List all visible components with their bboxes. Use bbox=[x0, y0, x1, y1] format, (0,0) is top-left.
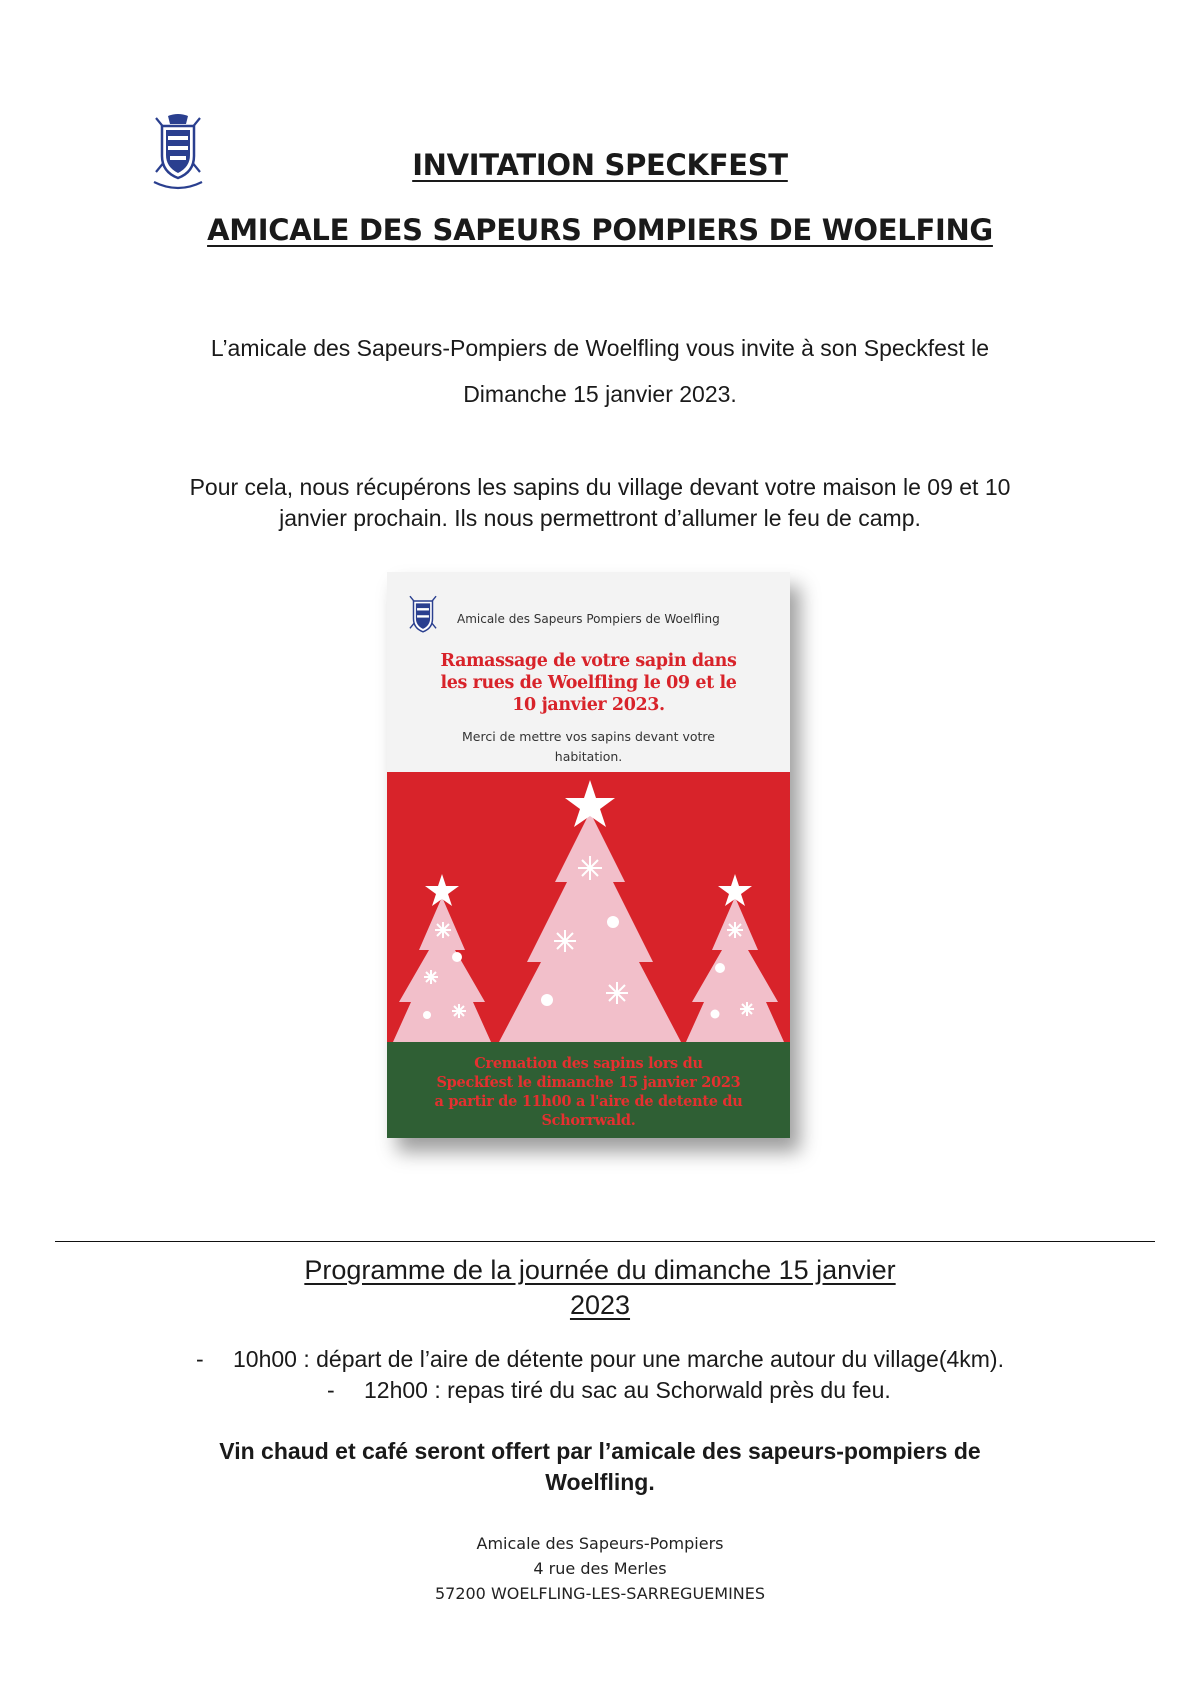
flyer-cremation-line: Schorrwald. bbox=[541, 1112, 636, 1129]
programme-item: 12h00 : repas tiré du sac au Schorwald près du feu. bbox=[364, 1377, 891, 1403]
flyer-subtext-line: habitation. bbox=[554, 749, 623, 764]
address-line-1: Amicale des Sapeurs-Pompiers bbox=[476, 1534, 724, 1553]
section-divider bbox=[55, 1241, 1155, 1242]
flyer-headline-line: les rues de Woelfling le 09 et le bbox=[440, 673, 737, 693]
programme-title: Programme de la journée du dimanche 15 janvier bbox=[304, 1255, 896, 1285]
address-line-2: 4 rue des Merles bbox=[533, 1559, 667, 1578]
flyer-organization: Amicale des Sapeurs Pompiers de Woelfling bbox=[457, 612, 720, 626]
collection-line-2: janvier prochain. Ils nous permettront d’allumer le feu de camp. bbox=[279, 505, 921, 531]
intro-line-2: Dimanche 15 janvier 2023. bbox=[463, 381, 737, 407]
refreshments-note-line-1: Vin chaud et café seront offert par l’amicale des sapeurs-pompiers de bbox=[219, 1438, 981, 1464]
flyer-cremation-line: Speckfest le dimanche 15 janvier 2023 bbox=[436, 1074, 741, 1091]
refreshments-note-line-2: Woelfling. bbox=[545, 1469, 655, 1495]
christmas-tree-collection-flyer bbox=[387, 572, 790, 1138]
programme-item: 10h00 : départ de l’aire de détente pour une marche autour du village(4km). bbox=[233, 1346, 1004, 1372]
flyer-subtext-line: Merci de mettre vos sapins devant votre bbox=[462, 729, 715, 744]
address-line-3: 57200 WOELFLING-LES-SARREGUEMINES bbox=[434, 1584, 766, 1603]
collection-line-1: Pour cela, nous récupérons les sapins du village devant votre maison le 09 et 10 bbox=[189, 474, 1011, 500]
flyer-cremation-line: Cremation des sapins lors du bbox=[474, 1055, 703, 1072]
flyer-headline-line: 10 janvier 2023. bbox=[512, 695, 665, 715]
organization-title: AMICALE DES SAPEURS POMPIERS DE WOELFING bbox=[207, 213, 993, 247]
christmas-trees-illustration bbox=[387, 772, 790, 1042]
flyer-cremation-text bbox=[395, 1054, 782, 1130]
bullet-dash: - bbox=[196, 1346, 204, 1372]
programme-title-year: 2023 bbox=[569, 1290, 631, 1320]
bullet-dash: - bbox=[327, 1377, 335, 1403]
flyer-subtext bbox=[427, 727, 750, 767]
flyer-crest-icon bbox=[404, 592, 442, 642]
flyer-headline bbox=[401, 650, 776, 716]
intro-line-1: L’amicale des Sapeurs-Pompiers de Woelfling vous invite à son Speckfest le bbox=[210, 335, 990, 361]
flyer-cremation-line: a partir de 11h00 a l'aire de detente du bbox=[434, 1093, 743, 1110]
invitation-title: INVITATION SPECKFEST bbox=[412, 148, 788, 182]
flyer-headline-line: Ramassage de votre sapin dans bbox=[440, 651, 737, 671]
